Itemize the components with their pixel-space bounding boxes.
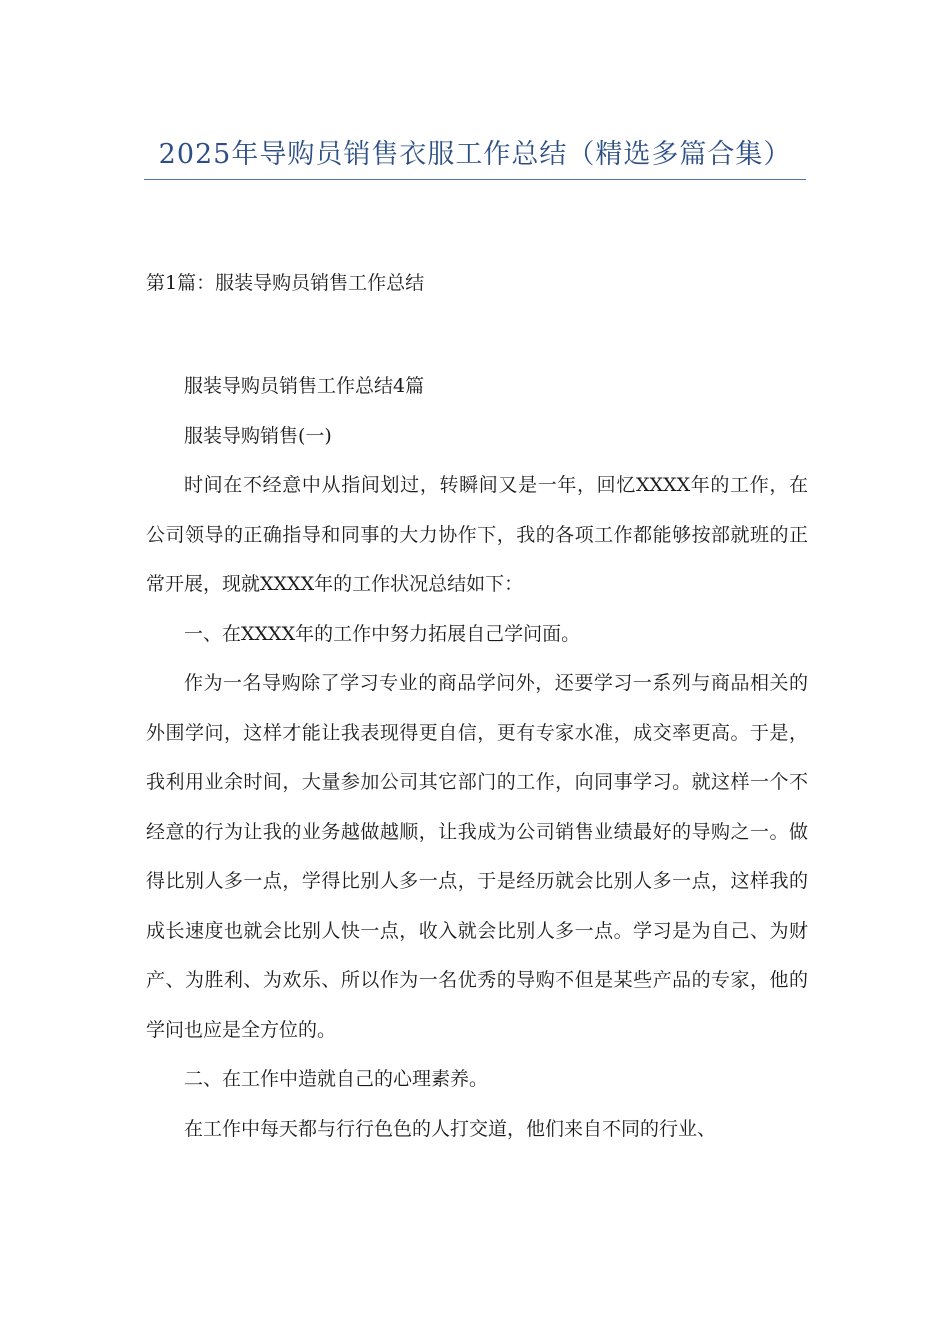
title-underline — [144, 179, 806, 180]
paragraph-point-two-heading: 二、在工作中造就自己的心理素养。 — [184, 1068, 489, 1090]
paragraph-point-two-body: 在工作中每天都与行行色色的人打交道，他们来自不同的行业、 — [184, 1117, 717, 1140]
paragraph-subtitle: 服装导购员销售工作总结4篇 — [184, 375, 425, 397]
document-title: 2025年导购员销售衣服工作总结（精选多篇合集） — [158, 139, 792, 170]
paragraph-point-one-body: 作为一名导购除了学习专业的商品学问外，还要学习一系列与商品相关的外围学问，这样才能让我表现得更自信，更有专家水准，成交率更高。于是，我利用业余时间，大量参加公司其它部门的工作，向同事学习。就这样一个不经意的行为让我的业务越做越顺，让我成为公司销售业绩最好的导购之一。做得比别人多一点，学得比别人多一点，于是经历就会比别人多一点，这样我的成长速度也就会比别人快一点，收入就会比别人多一点。学习是为自己、为财产、为胜利、为欢乐、所以作为一名优秀的导购不但是某些产品的专家，他的学问也应是全方位的。 — [146, 672, 808, 1041]
section-heading: 第1篇：服装导购员销售工作总结 — [146, 272, 425, 294]
paragraph-point-one-heading: 一、在XXXX年的工作中努力拓展自己学问面。 — [184, 622, 581, 645]
paragraph-intro: 时间在不经意中从指间划过，转瞬间又是一年，回忆XXXX年的工作，在公司领导的正确指导和同事的大力协作下，我的各项工作都能够按部就班的正常开展，现就XXXX年的工作状况总结如下： — [146, 474, 808, 595]
paragraph-part-label: 服装导购销售(一) — [184, 424, 332, 447]
body-text — [146, 362, 808, 1154]
